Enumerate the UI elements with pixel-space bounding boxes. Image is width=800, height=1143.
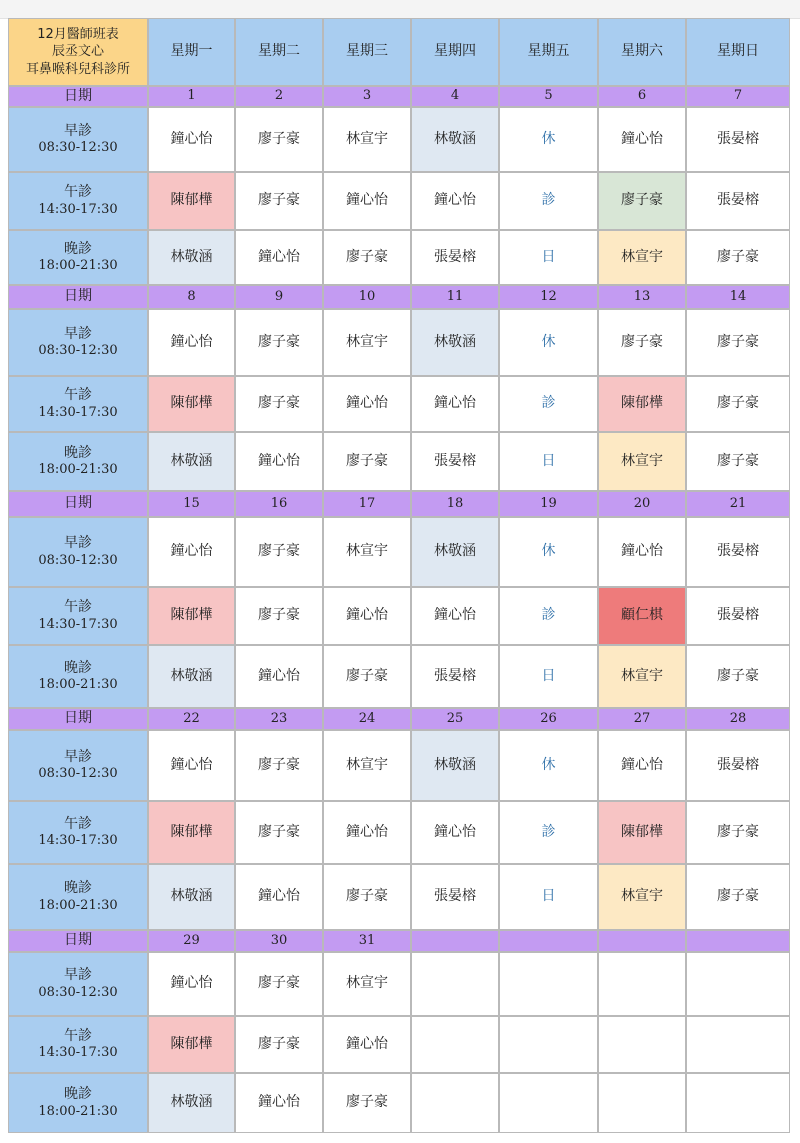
doctor-cell[interactable]: 鐘心怡 (148, 730, 235, 801)
session-label (8, 645, 148, 708)
session-time: 08:30-12:30 (38, 766, 118, 782)
doctor-cell[interactable]: 鐘心怡 (323, 801, 411, 864)
date-cell: 2 (235, 86, 323, 107)
date-row-label: 日期 (8, 491, 148, 517)
title-month: 12月醫師班表 (37, 26, 119, 42)
doctor-cell[interactable]: 廖子豪 (323, 1073, 411, 1133)
session-time: 14:30-17:30 (38, 404, 118, 420)
doctor-cell[interactable]: 廖子豪 (598, 172, 686, 230)
doctor-cell[interactable]: 鐘心怡 (323, 587, 411, 645)
doctor-cell[interactable]: 張晏榕 (686, 587, 790, 645)
date-cell (686, 930, 790, 952)
session-label (8, 952, 148, 1016)
doctor-cell[interactable]: 廖子豪 (686, 432, 790, 491)
session-time: 14:30-17:30 (38, 201, 118, 217)
session-name: 早診 (64, 748, 92, 765)
date-cell: 13 (598, 285, 686, 309)
doctor-cell[interactable]: 診 (499, 587, 598, 645)
doctor-cell[interactable]: 廖子豪 (235, 517, 323, 587)
doctor-cell[interactable]: 林敬涵 (411, 730, 499, 801)
doctor-cell[interactable]: 鐘心怡 (323, 376, 411, 432)
doctor-cell[interactable]: 廖子豪 (323, 645, 411, 708)
doctor-cell[interactable]: 日 (499, 645, 598, 708)
doctor-cell[interactable]: 廖子豪 (235, 801, 323, 864)
date-cell: 30 (235, 930, 323, 952)
doctor-cell[interactable]: 鐘心怡 (323, 1016, 411, 1073)
date-cell: 29 (148, 930, 235, 952)
doctor-cell[interactable]: 鐘心怡 (235, 1073, 323, 1133)
doctor-cell[interactable]: 鐘心怡 (235, 432, 323, 491)
doctor-cell[interactable]: 張晏榕 (686, 172, 790, 230)
session-name: 晚診 (64, 1086, 92, 1103)
doctor-cell[interactable]: 張晏榕 (686, 107, 790, 172)
doctor-cell[interactable]: 日 (499, 432, 598, 491)
date-cell: 5 (499, 86, 598, 107)
session-time: 08:30-12:30 (38, 140, 118, 156)
doctor-cell[interactable]: 診 (499, 172, 598, 230)
date-cell: 17 (323, 491, 411, 517)
doctor-cell[interactable]: 林敬涵 (148, 864, 235, 930)
doctor-cell[interactable]: 張晏榕 (411, 432, 499, 491)
doctor-cell[interactable]: 林敬涵 (411, 309, 499, 376)
session-label (8, 801, 148, 864)
weekday-header: 星期四 (411, 18, 499, 86)
doctor-cell[interactable]: 陳郁樺 (148, 172, 235, 230)
weekday-header: 星期六 (598, 18, 686, 86)
doctor-cell[interactable]: 廖子豪 (235, 107, 323, 172)
session-name: 晚診 (64, 444, 92, 461)
doctor-cell[interactable]: 陳郁樺 (148, 587, 235, 645)
doctor-cell[interactable]: 廖子豪 (235, 376, 323, 432)
session-label (8, 376, 148, 432)
doctor-cell[interactable]: 張晏榕 (411, 645, 499, 708)
doctor-cell[interactable]: 廖子豪 (686, 801, 790, 864)
date-cell: 28 (686, 708, 790, 730)
title-branch: 辰丞文心 (51, 44, 104, 60)
session-time: 14:30-17:30 (38, 1045, 118, 1061)
date-cell: 25 (411, 708, 499, 730)
session-label (8, 730, 148, 801)
doctor-cell[interactable]: 鐘心怡 (598, 730, 686, 801)
session-name: 午診 (64, 815, 92, 832)
doctor-cell[interactable]: 休 (499, 517, 598, 587)
date-cell (499, 930, 598, 952)
doctor-cell[interactable]: 廖子豪 (235, 1016, 323, 1073)
session-label (8, 1073, 148, 1133)
date-row-label: 日期 (8, 708, 148, 730)
session-time: 18:00-21:30 (38, 677, 118, 693)
doctor-cell[interactable]: 廖子豪 (235, 730, 323, 801)
doctor-cell[interactable] (598, 1016, 686, 1073)
date-cell: 19 (499, 491, 598, 517)
doctor-cell[interactable]: 鐘心怡 (598, 517, 686, 587)
doctor-cell[interactable]: 林宣宇 (323, 517, 411, 587)
session-time: 08:30-12:30 (38, 552, 118, 568)
doctor-cell[interactable]: 鐘心怡 (598, 107, 686, 172)
session-name: 早診 (64, 325, 92, 342)
session-time: 14:30-17:30 (38, 616, 118, 632)
date-cell: 20 (598, 491, 686, 517)
doctor-cell[interactable] (411, 952, 499, 1016)
date-row-label: 日期 (8, 930, 148, 952)
doctor-cell[interactable]: 林宣宇 (323, 309, 411, 376)
session-label (8, 587, 148, 645)
date-cell (598, 930, 686, 952)
session-label (8, 172, 148, 230)
weekday-header: 星期五 (499, 18, 598, 86)
doctor-cell[interactable]: 廖子豪 (235, 172, 323, 230)
doctor-cell[interactable]: 廖子豪 (686, 230, 790, 285)
doctor-cell[interactable] (686, 952, 790, 1016)
date-row-label: 日期 (8, 285, 148, 309)
weekday-header: 星期三 (323, 18, 411, 86)
session-name: 午診 (64, 599, 92, 616)
session-label (8, 107, 148, 172)
date-cell (411, 930, 499, 952)
session-label (8, 230, 148, 285)
doctor-cell[interactable]: 鐘心怡 (411, 376, 499, 432)
doctor-cell[interactable]: 鐘心怡 (411, 172, 499, 230)
session-time: 08:30-12:30 (38, 343, 118, 359)
date-cell: 31 (323, 930, 411, 952)
doctor-cell[interactable]: 陳郁樺 (598, 801, 686, 864)
session-label (8, 1016, 148, 1073)
doctor-cell[interactable]: 鐘心怡 (235, 864, 323, 930)
doctor-cell[interactable]: 廖子豪 (235, 587, 323, 645)
doctor-cell[interactable]: 張晏榕 (411, 864, 499, 930)
doctor-cell[interactable]: 林敬涵 (148, 645, 235, 708)
weekday-header: 星期日 (686, 18, 790, 86)
date-cell: 10 (323, 285, 411, 309)
doctor-cell[interactable] (686, 1016, 790, 1073)
doctor-cell[interactable]: 張晏榕 (686, 730, 790, 801)
doctor-cell[interactable]: 廖子豪 (686, 376, 790, 432)
doctor-cell[interactable]: 鐘心怡 (411, 587, 499, 645)
doctor-cell[interactable]: 廖子豪 (323, 864, 411, 930)
doctor-cell[interactable]: 鐘心怡 (235, 230, 323, 285)
session-label (8, 309, 148, 376)
doctor-cell[interactable] (411, 1016, 499, 1073)
doctor-cell[interactable]: 張晏榕 (686, 517, 790, 587)
date-cell: 9 (235, 285, 323, 309)
schedule-title (8, 18, 148, 86)
doctor-cell[interactable]: 林敬涵 (148, 432, 235, 491)
session-name: 晚診 (64, 880, 92, 897)
doctor-cell[interactable]: 廖子豪 (323, 432, 411, 491)
session-name: 午診 (64, 387, 92, 404)
session-name: 午診 (64, 184, 92, 201)
doctor-cell[interactable]: 林敬涵 (148, 230, 235, 285)
doctor-cell[interactable]: 廖子豪 (686, 645, 790, 708)
doctor-cell[interactable]: 林宣宇 (323, 107, 411, 172)
session-name: 早診 (64, 535, 92, 552)
doctor-cell[interactable]: 休 (499, 730, 598, 801)
doctor-cell[interactable]: 日 (499, 230, 598, 285)
doctor-cell[interactable] (499, 1073, 598, 1133)
doctor-cell[interactable] (598, 1073, 686, 1133)
doctor-cell[interactable]: 日 (499, 864, 598, 930)
doctor-cell[interactable] (598, 952, 686, 1016)
doctor-cell[interactable]: 林宣宇 (323, 952, 411, 1016)
doctor-cell[interactable]: 林敬涵 (148, 1073, 235, 1133)
doctor-cell[interactable] (411, 1073, 499, 1133)
title-clinic: 耳鼻喉科兒科診所 (25, 61, 130, 77)
weekday-header: 星期二 (235, 18, 323, 86)
doctor-cell[interactable]: 林宣宇 (598, 864, 686, 930)
date-cell: 26 (499, 708, 598, 730)
doctor-cell[interactable]: 鐘心怡 (148, 107, 235, 172)
date-cell: 1 (148, 86, 235, 107)
date-row-label: 日期 (8, 86, 148, 107)
doctor-cell[interactable]: 廖子豪 (686, 864, 790, 930)
doctor-cell[interactable]: 廖子豪 (598, 309, 686, 376)
weekday-header: 星期一 (148, 18, 235, 86)
doctor-cell[interactable]: 陳郁樺 (148, 376, 235, 432)
date-cell: 27 (598, 708, 686, 730)
session-label (8, 864, 148, 930)
doctor-cell[interactable]: 陳郁樺 (148, 801, 235, 864)
doctor-cell[interactable]: 鐘心怡 (411, 801, 499, 864)
doctor-cell[interactable]: 林宣宇 (598, 230, 686, 285)
doctor-cell[interactable]: 林敬涵 (411, 107, 499, 172)
date-cell: 12 (499, 285, 598, 309)
date-cell: 8 (148, 285, 235, 309)
doctor-cell[interactable]: 鐘心怡 (235, 645, 323, 708)
session-time: 18:00-21:30 (38, 1103, 118, 1119)
doctor-cell[interactable]: 張晏榕 (411, 230, 499, 285)
doctor-cell[interactable]: 鐘心怡 (323, 172, 411, 230)
doctor-cell[interactable]: 林宣宇 (323, 730, 411, 801)
session-name: 晚診 (64, 240, 92, 257)
session-time: 18:00-21:30 (38, 462, 118, 478)
session-name: 早診 (64, 122, 92, 139)
session-label (8, 432, 148, 491)
session-time: 08:30-12:30 (38, 984, 118, 1000)
doctor-cell[interactable]: 廖子豪 (686, 309, 790, 376)
session-name: 午診 (64, 1027, 92, 1044)
date-cell: 24 (323, 708, 411, 730)
date-cell: 7 (686, 86, 790, 107)
doctor-cell[interactable] (686, 1073, 790, 1133)
date-cell: 6 (598, 86, 686, 107)
doctor-cell[interactable]: 陳郁樺 (148, 1016, 235, 1073)
doctor-cell[interactable]: 廖子豪 (235, 952, 323, 1016)
doctor-cell[interactable]: 診 (499, 376, 598, 432)
session-name: 早診 (64, 967, 92, 984)
session-label (8, 517, 148, 587)
date-cell: 11 (411, 285, 499, 309)
session-time: 14:30-17:30 (38, 833, 118, 849)
date-cell: 18 (411, 491, 499, 517)
doctor-cell[interactable]: 休 (499, 309, 598, 376)
doctor-cell[interactable]: 廖子豪 (235, 309, 323, 376)
doctor-cell[interactable]: 廖子豪 (323, 230, 411, 285)
doctor-cell[interactable] (499, 1016, 598, 1073)
date-cell: 16 (235, 491, 323, 517)
doctor-cell[interactable]: 診 (499, 801, 598, 864)
date-cell: 4 (411, 86, 499, 107)
date-cell: 14 (686, 285, 790, 309)
doctor-cell[interactable]: 鐘心怡 (148, 309, 235, 376)
doctor-cell[interactable]: 顧仁棋 (598, 587, 686, 645)
doctor-cell[interactable] (499, 952, 598, 1016)
session-time: 18:00-21:30 (38, 258, 118, 274)
session-name: 晚診 (64, 659, 92, 676)
date-cell: 21 (686, 491, 790, 517)
date-cell: 22 (148, 708, 235, 730)
doctor-cell[interactable]: 鐘心怡 (148, 517, 235, 587)
doctor-cell[interactable]: 鐘心怡 (148, 952, 235, 1016)
date-cell: 23 (235, 708, 323, 730)
doctor-cell[interactable]: 林敬涵 (411, 517, 499, 587)
doctor-cell[interactable]: 休 (499, 107, 598, 172)
date-cell: 3 (323, 86, 411, 107)
doctor-cell[interactable]: 林宣宇 (598, 432, 686, 491)
session-time: 18:00-21:30 (38, 897, 118, 913)
date-cell: 15 (148, 491, 235, 517)
doctor-cell[interactable]: 林宣宇 (598, 645, 686, 708)
doctor-cell[interactable]: 陳郁樺 (598, 376, 686, 432)
